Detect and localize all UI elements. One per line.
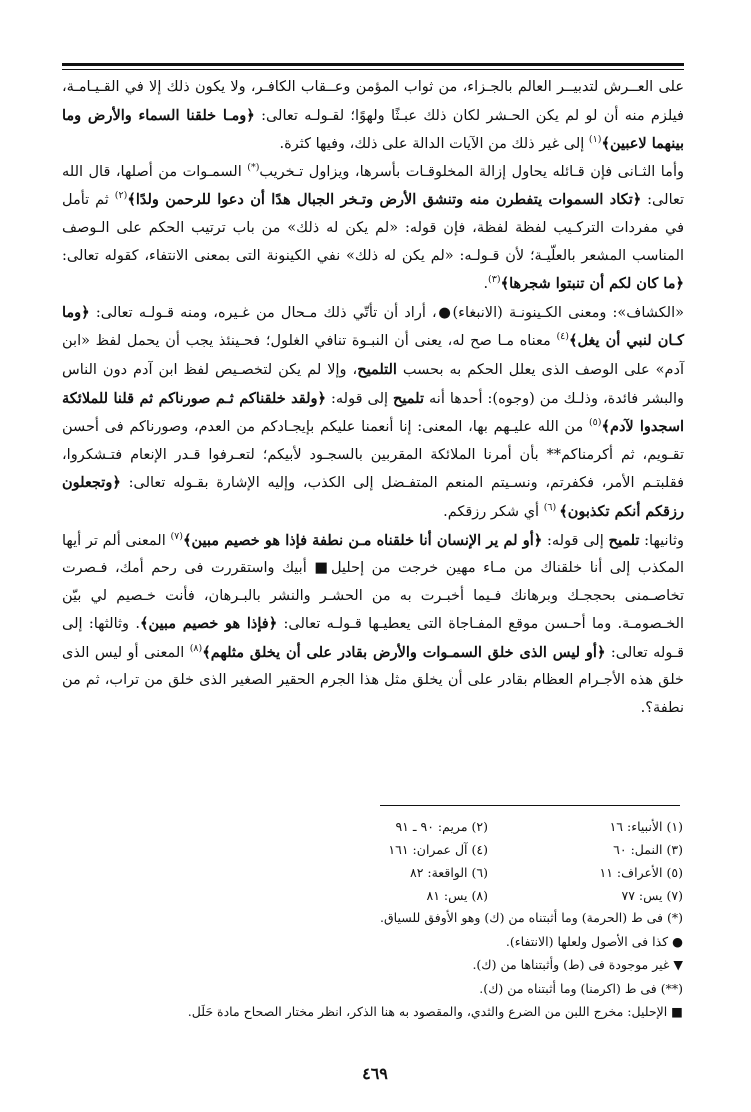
footnote-row: [293, 815, 683, 838]
note-1: (*) فى ط (الحرمة) وما أثبتناه من (ك) وهو الأوفق للسياق.: [380, 910, 683, 925]
paragraph-2: [62, 159, 684, 299]
paragraph-4: [62, 527, 684, 723]
footnote-marker: (٤): [556, 331, 569, 343]
quran-quote: تلميح: [393, 389, 425, 407]
footnote-marker: (*): [247, 161, 260, 173]
note-3: ▼ غير موجودة فى (ط) وأثبتناها من (ك).: [472, 957, 683, 972]
footnote-marker: (٣): [488, 274, 501, 286]
paragraph-3: [62, 299, 684, 527]
footnote-6: (٦) الواقعة: ٨٢: [409, 865, 488, 880]
text-run: إلى غير ذلك من الآيات الدالة على ذلك، وفيها كثرة.: [279, 136, 589, 153]
text-run: على العــرش لتدبيــر العالم بالجـزاء، من ثواب المؤمن وعــقاب الكافـر، ولا يكون ذلك إلا في القـيـامـة، فيلزم منه أن لو لم يكن الحـشر لكان ذلك عبـثًا ولهوًا؛ لقـولـه تعالى:: [62, 79, 684, 124]
quran-quote: ﴿ما كان لكم أن تنبتوا شجرها﴾: [500, 275, 684, 293]
text-run: معناه مـا صح له، يعنى أن النبـوة تنافي الغلول؛ فحـينئذ يجب أن يحمل لفظ «ابن آدم» على الوصف الذى يعلل الحكم به بحسب: [62, 333, 684, 378]
text-run: وثانيها:: [639, 532, 684, 549]
text-run: المعنى ألم تر أيها المكذب إلى أنا خلقناك من مـاء مهين خرجت من إحليل■ أبيك واستقررت فى رحم أمك، فـصرت تخاصـمنى بحججـك وبرهانك فـيما أخبـرت به من الحشـر والنشر بالبـرهان، فأنت خـصيم لي بيّن الخـصومـة. وما أحـسن موقع المفـاجاة التى يعطيـها قـولـه تعالى:: [62, 532, 684, 633]
footnote-row: [293, 884, 683, 907]
footnote-5: (٥) الأعراف: ١١: [599, 865, 683, 880]
paragraph-1: [62, 74, 684, 159]
text-run: السمـوات من أصلها، قال الله تعالى:: [62, 163, 685, 209]
editor-notes: [80, 906, 683, 1024]
footnote-marker: (١): [588, 134, 602, 146]
main-text: [62, 74, 684, 723]
quran-quote: التلميح: [357, 360, 397, 378]
footnote-1: (١) الأنبياء: ١٦: [609, 819, 683, 834]
text-run: من الله عليـهم بها، المعنى: إنا أنعمنا عليكم بإيجـادكم من العدم، وصورناكم فى أحسن تقـويم، ثم أكرمناكم** بأن أمرنا الملائكة المقربين بالسجـود لأبيكم؛ لتعـرفوا قـدر الإنعام فتـشكروا، فقلبتـم الأمر، فكفرتم، ونسـيتم المنعم المتفـضل إلى الكذب، وإليه الإشارة بقـوله تعالى:: [62, 419, 684, 492]
text-run: إلى قوله:: [542, 532, 609, 549]
text-run: إلى قوله:: [326, 390, 394, 407]
footnote-3: (٣) النمل: ٦٠: [613, 842, 683, 857]
text-run: ، وإلا لم يكن لتخصـيص لفظ ابن آدم دون الناس والبشر فائدة، وذلـك من (وجوه): أحدها أنه: [62, 361, 684, 407]
quran-quote: ﴿وتجعلون رزقكم أنكم تكذبون﴾: [62, 474, 684, 520]
text-run: .: [483, 276, 489, 293]
footnote-marker: (٢): [114, 190, 128, 202]
footnote-marker: (٧): [170, 530, 183, 542]
footnote-marker: (٦): [543, 502, 560, 514]
quran-quote: ﴿تكاد السموات يتفطرن منه وتنشق الأرض وتـخر الجبال هدًا أن دعوا للرحمن ولدًا﴾: [127, 191, 642, 209]
footnote-marker: (٥): [588, 417, 602, 429]
note-2: ● كذا فى الأصول ولعلها (الانتفاء).: [505, 933, 683, 949]
page-number: ٤٦٩: [362, 1064, 388, 1083]
quran-quote: تلميح: [608, 531, 640, 549]
quran-quote: ﴿ولقد خلقناكم ثـم صورناكم ثم قلنا للملائكة اسجدوا لآدم﴾: [62, 389, 684, 436]
header-rule-thick: [62, 63, 684, 66]
quran-quote: ﴿أو ليس الذى خلق السمـوات والأرض بقادر على أن يخلق مثلهم﴾: [202, 643, 606, 661]
footnote-references: [293, 815, 683, 907]
footnote-rule: [380, 805, 680, 806]
text-run: . وثالثها: إلى قـوله تعالى:: [62, 616, 684, 661]
footnote-2: (٢) مريم: ٩٠ ـ ٩١: [395, 819, 488, 834]
note-5: ■ الإحليل: مخرج اللبن من الضرع والثدي، والمقصود به هنا الذكر، انظر مختار الصحاح مادة حَلَل.: [187, 1004, 683, 1019]
text-run: «الكشاف»: ومعنى الكـينونـة (الانبغاء)●، أراد أن تأتّي ذلك مـحال من غـيره، ومنه قـولـه تعالى:: [89, 304, 684, 321]
footnote-marker: (٨): [189, 643, 203, 655]
quran-quote: ﴿وما كـان لنبي أن يغل﴾: [62, 303, 684, 350]
quran-quote: ﴿فإذا هو خصيم مبين﴾: [139, 615, 278, 633]
header-rule-thin: [62, 69, 684, 70]
text-run: ثم تأمل في مفردات التركـيب لفظة لفظة، فإن قوله: «لم يكن له ذلك» من باب ترتيب الحكم على الـوصف المناسب المشعر بالعلّيـة؛ لأن قـولـه: «لم يكن له ذلك» نفي الكينونة التى بمعنى الانتفاء، كقوله تعالى:: [62, 192, 684, 264]
quran-quote: ﴿ومـا خلقنا السماء والأرض وما بينهما لاعبين﴾: [62, 106, 684, 153]
note-4: (**) فى ط (اكرمنا) وما أثبتناه من (ك).: [479, 980, 683, 996]
footnote-7: (٧) يس: ٧٧: [621, 888, 683, 903]
text-run: أي شكر رزقكم.: [443, 503, 544, 520]
footnote-4: (٤) آل عمران: ١٦١: [388, 842, 488, 857]
text-run: وأما الثـانى فإن قـائله يحاول إزالة المخلوقـات بأسرها، ويزاول تـخريب: [259, 163, 684, 180]
footnote-row: [293, 861, 683, 884]
text-run: المعنى أو ليس الذى خلق هذه الأجـرام العظام بقادر على أن يخلق مثل هذا الجرم الحقير الصغير الذى خلق من تراب، ثم من نطفة؟.: [62, 644, 684, 717]
footnote-8: (٨) يس: ٨١: [426, 888, 488, 903]
quran-quote: ﴿أو لم ير الإنسان أنا خلقناه مـن نطفة فإذا هو خصيم مبين﴾: [182, 531, 543, 549]
footnote-row: [293, 838, 683, 861]
